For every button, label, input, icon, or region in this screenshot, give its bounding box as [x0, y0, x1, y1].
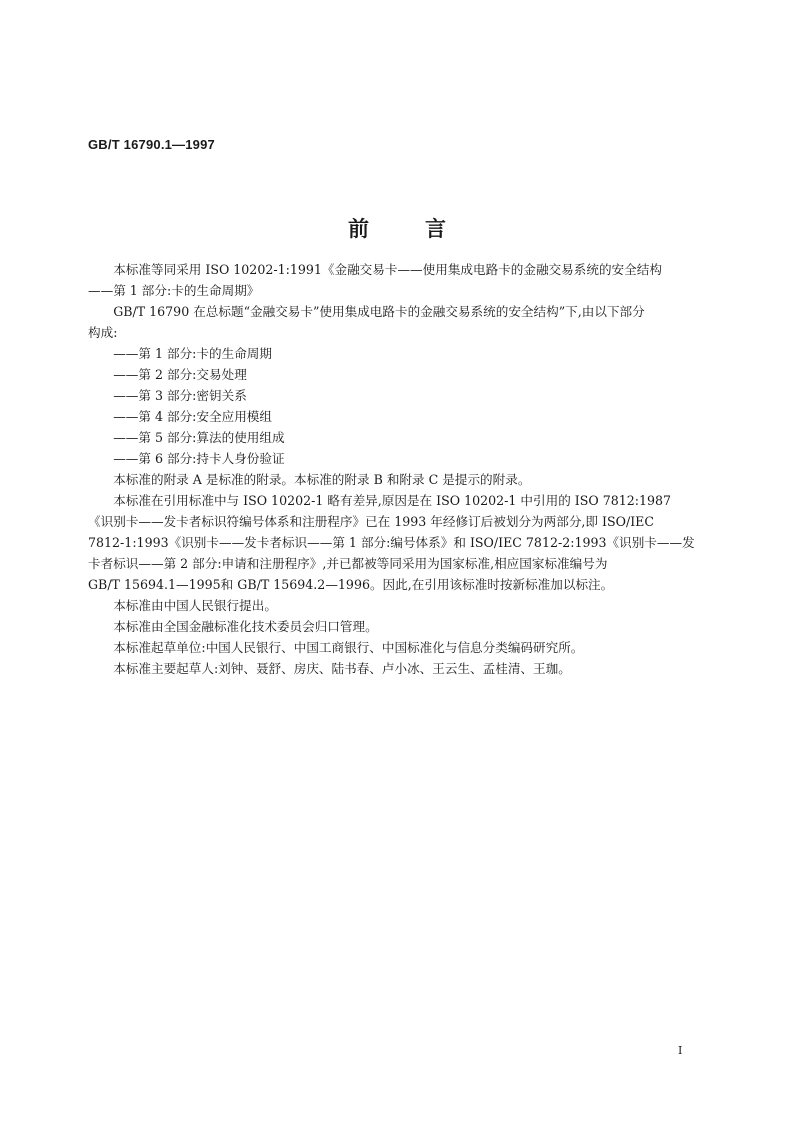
paragraph-adoption-cont — [88, 280, 706, 301]
paragraph-drafters: 本标准主要起草人:刘钟、聂舒、房庆、陆书春、卢小冰、王云生、孟桂清、王珈。 — [113, 661, 571, 676]
paragraph-adoption-line-2: ——第 1 部分:卡的生命周期》 — [88, 283, 260, 298]
list-item: ——第 5 部分:算法的使用组成 — [113, 430, 285, 445]
list-item: ——第 1 部分:卡的生命周期 — [113, 346, 272, 361]
list-item: ——第 4 部分:安全应用模组 — [113, 409, 272, 424]
paragraph-structure-line-2: 构成: — [88, 325, 118, 340]
paragraph-drafting-units: 本标准起草单位:中国人民银行、中国工商银行、中国标准化与信息分类编码研究所。 — [113, 640, 584, 655]
paragraph-reference-line-1: 本标准在引用标准中与 ISO 10202-1 略有差异,原因是在 ISO 10202-1 中引用的 ISO 7812:1987 — [113, 493, 672, 508]
paragraph-management: 本标准由全国金融标准化技术委员会归口管理。 — [113, 619, 378, 634]
paragraph-annexes: 本标准的附录 A 是标准的附录。本标准的附录 B 和附录 C 是提示的附录。 — [113, 472, 531, 487]
page-title-char-2: 言 — [425, 217, 446, 241]
standard-code-header: GB/T 16790.1—1997 — [88, 137, 215, 152]
page-title — [0, 213, 794, 243]
paragraph-structure — [88, 301, 706, 322]
paragraph-reference-differences — [88, 490, 706, 511]
list-item: ——第 3 部分:密钥关系 — [113, 388, 247, 403]
page-title-char-1: 前 — [348, 217, 369, 241]
paragraph-structure-line-1: GB/T 16790 在总标题“金融交易卡”使用集成电路卡的金融交易系统的安全结构”下,由以下部分 — [113, 304, 645, 319]
list-item: ——第 2 部分:交易处理 — [113, 367, 247, 382]
foreword-body — [88, 259, 706, 679]
paragraph-adoption-line-1: 本标准等同采用 ISO 10202-1:1991《金融交易卡——使用集成电路卡的金融交易系统的安全结构 — [113, 262, 662, 277]
paragraph-adoption — [88, 259, 706, 280]
list-item: ——第 6 部分:持卡人身份验证 — [113, 451, 285, 466]
paragraph-reference-cont-3: 7812-1:1993《识别卡——发卡者标识——第 1 部分:编号体系》和 ISO/IEC 7812-2:1993《识别卡——发 — [88, 535, 695, 550]
paragraph-reference-cont-2: 《识别卡——发卡者标识符编号体系和注册程序》已在 1993 年经修订后被划分为两部分,即 ISO/IEC — [88, 514, 655, 529]
paragraph-reference-cont-4: 卡者标识——第 2 部分:申请和注册程序》,并已都被等同采用为国家标准,相应国家标准编号为 — [88, 556, 608, 571]
page-number: I — [678, 1044, 683, 1057]
paragraph-proposer: 本标准由中国人民银行提出。 — [113, 598, 277, 613]
paragraph-structure-cont — [88, 322, 706, 343]
paragraph-reference-cont-5: GB/T 15694.1—1995和 GB/T 15694.2—1996。因此,在引用该标准时按新标准加以标注。 — [88, 577, 614, 592]
